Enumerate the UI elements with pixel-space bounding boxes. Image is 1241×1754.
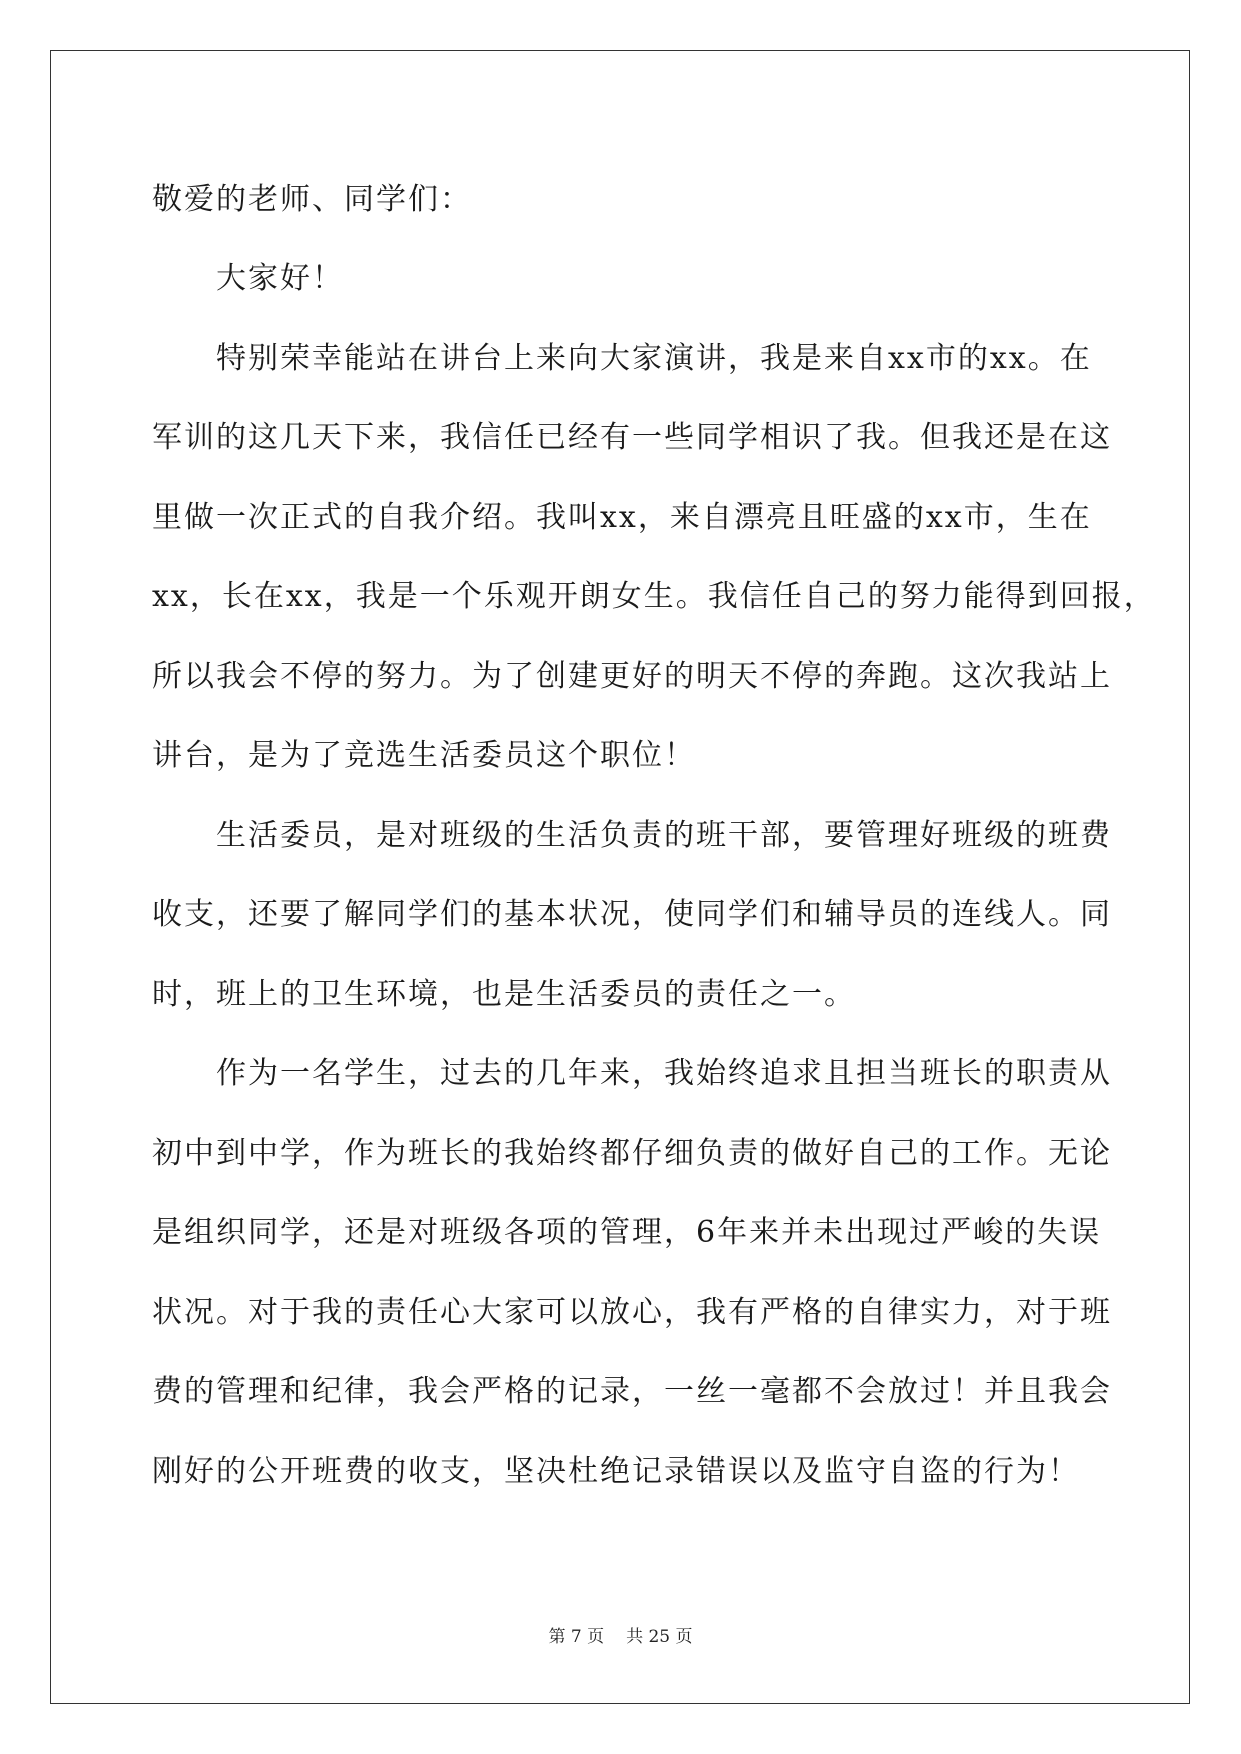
text-line: 作 为 一 名 学 生 ， 过 去 的 几 年 来 ， 我 始 终 追 求 且 担 当 班 长 的 职 责 从 [216,1056,1112,1092]
text-line: xx ， 长 在 xx ， 我 是 一 个 乐 观 开 朗 女 生 。 我 信 任 自 己 的 努 力 能 得 到 回 报 ， [152,579,1156,615]
text-line: 刚好的公开班费的收支，坚决杜绝记录错误以及监守自盗的行为！ [152,1453,1080,1489]
page-number: 第 7 页 [548,1627,605,1647]
text-line: 初 中 到 中 学 ， 作 为 班 长 的 我 始 终 都 仔 细 负 责 的 做 好 自 己 的 工 作 。 无 论 [152,1135,1112,1171]
text-line: 费 的 管 理 和 纪 律 ， 我 会 严 格 的 记 录 ， 一 丝 一 毫 都 不 会 放 过 ！ 并 且 我 会 [152,1374,1112,1410]
text-line: 敬爱的老师、同学们： [152,181,472,217]
text-line: 特 别 荣 幸 能 站 在 讲 台 上 来 向 大 家 演 讲 ， 我 是 来 自 xx 市 的 xx 。 在 [216,340,1092,376]
text-line: 军 训 的 这 几 天 下 来 ， 我 信 任 已 经 有 一 些 同 学 相 识 了 我 。 但 我 还 是 在 这 [152,420,1112,456]
text-line: 时，班上的卫生环境，也是生活委员的责任之一。 [152,976,856,1012]
page-footer [0,1622,1241,1647]
text-line: 讲台，是为了竞选生活委员这个职位！ [152,738,696,774]
text-line: 收 支 ， 还 要 了 解 同 学 们 的 基 本 状 况 ， 使 同 学 们 和 辅 导 员 的 连 线 人 。 同 [152,897,1112,933]
text-line: 生 活 委 员 ， 是 对 班 级 的 生 活 负 责 的 班 干 部 ， 要 管 理 好 班 级 的 班 费 [216,817,1112,853]
text-line: 里 做 一 次 正 式 的 自 我 介 绍 。 我 叫 xx ， 来 自 漂 亮 且 旺 盛 的 xx 市 ， 生 在 [152,499,1092,535]
text-line: 是 组 织 同 学 ， 还 是 对 班 级 各 项 的 管 理 ， 6 年 来 并 未 出 现 过 严 峻 的 失 误 [152,1215,1102,1251]
page-total: 共 25 页 [626,1627,693,1647]
text-line: 大家好！ [216,261,344,297]
document-body [152,160,1156,1512]
text-line: 所 以 我 会 不 停 的 努 力 。 为 了 创 建 更 好 的 明 天 不 停 的 奔 跑 。 这 次 我 站 上 [152,658,1112,694]
text-line: 状 况 。 对 于 我 的 责 任 心 大 家 可 以 放 心 ， 我 有 严 格 的 自 律 实 力 ， 对 于 班 [152,1294,1112,1330]
